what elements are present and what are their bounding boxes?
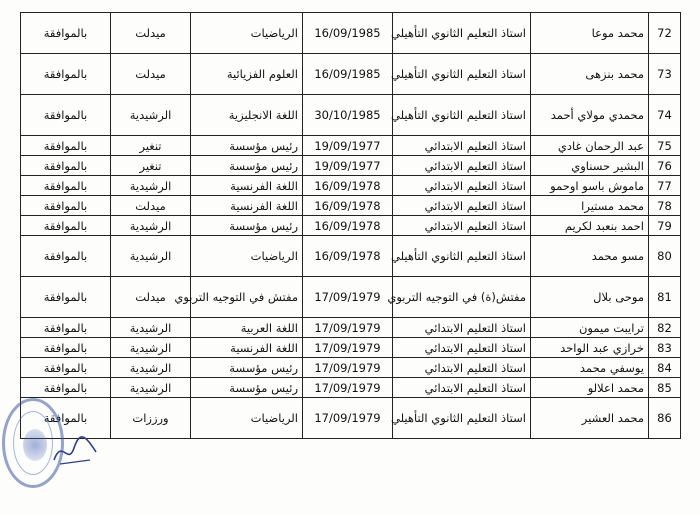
row-number-cell: 74 (649, 95, 681, 136)
table-row (21, 318, 681, 338)
table-row (21, 54, 681, 95)
decision-cell: بالموافقة (21, 156, 111, 176)
row-number-cell: 79 (649, 216, 681, 236)
destination-cell: ورززات (111, 398, 191, 439)
table-row (21, 196, 681, 216)
row-number-cell: 80 (649, 236, 681, 277)
decision-cell: بالموافقة (21, 398, 111, 439)
employee-grade-cell: مفتش(ة) في التوجيه التربوي (393, 277, 531, 318)
employee-name-cell: محمد العشير (531, 398, 649, 439)
employee-name-cell: احمد بنعبد لكريم (531, 216, 649, 236)
destination-cell: الرشيدية (111, 358, 191, 378)
appointment-date-cell: 19/09/1977 (303, 156, 393, 176)
employee-name-cell: محمد بنزهى (531, 54, 649, 95)
appointment-date-cell: 17/09/1979 (303, 378, 393, 398)
table-row (21, 358, 681, 378)
row-number-cell: 72 (649, 13, 681, 54)
employee-grade-cell: استاذ التعليم الثانوي التأهيلي (393, 54, 531, 95)
employee-grade-cell: استاذ التعليم الابتدائي (393, 318, 531, 338)
table-row (21, 95, 681, 136)
destination-cell: ميدلت (111, 13, 191, 54)
appointment-date-cell: 17/09/1979 (303, 277, 393, 318)
table-row (21, 13, 681, 54)
appointment-date-cell: 16/09/1985 (303, 13, 393, 54)
decision-cell: بالموافقة (21, 196, 111, 216)
specialty-cell: رئيس مؤسسة (191, 358, 303, 378)
decision-cell: بالموافقة (21, 216, 111, 236)
table-row (21, 236, 681, 277)
appointment-date-cell: 17/09/1979 (303, 358, 393, 378)
appointment-date-cell: 19/09/1977 (303, 136, 393, 156)
employee-grade-cell: استاذ التعليم الابتدائي (393, 156, 531, 176)
appointment-date-cell: 16/09/1978 (303, 236, 393, 277)
employee-grade-cell: استاذ التعليم الابتدائي (393, 378, 531, 398)
row-number-cell: 77 (649, 176, 681, 196)
table-row (21, 156, 681, 176)
decision-cell: بالموافقة (21, 378, 111, 398)
appointment-date-cell: 17/09/1979 (303, 318, 393, 338)
decision-cell: بالموافقة (21, 136, 111, 156)
specialty-cell: اللغة الفرنسية (191, 176, 303, 196)
specialty-cell: اللغة الفرنسية (191, 338, 303, 358)
employee-name-cell: محمدي مولاي أحمد (531, 95, 649, 136)
employee-grade-cell: استاذ التعليم الثانوي التأهيلي (393, 95, 531, 136)
destination-cell: الرشيدية (111, 216, 191, 236)
employee-grade-cell: استاذ التعليم الابتدائي (393, 338, 531, 358)
table-row (21, 136, 681, 156)
row-number-cell: 86 (649, 398, 681, 439)
destination-cell: الرشيدية (111, 378, 191, 398)
destination-cell: الرشيدية (111, 338, 191, 358)
specialty-cell: الرياضيات (191, 236, 303, 277)
table-row (21, 338, 681, 358)
destination-cell: الرشيدية (111, 236, 191, 277)
decision-cell: بالموافقة (21, 277, 111, 318)
decision-cell: بالموافقة (21, 176, 111, 196)
destination-cell: تنغير (111, 136, 191, 156)
employee-name-cell: يوسفي محمد (531, 358, 649, 378)
decision-cell: بالموافقة (21, 13, 111, 54)
employee-name-cell: مسو محمد (531, 236, 649, 277)
row-number-cell: 84 (649, 358, 681, 378)
employee-grade-cell: استاذ التعليم الثانوي التأهيلي (393, 236, 531, 277)
employee-grade-cell: استاذ التعليم الابتدائي (393, 216, 531, 236)
specialty-cell: رئيس مؤسسة (191, 136, 303, 156)
employee-name-cell: محمد موعا (531, 13, 649, 54)
specialty-cell: رئيس مؤسسة (191, 216, 303, 236)
staff-table-body (21, 13, 681, 439)
table-row (21, 277, 681, 318)
table-row (21, 378, 681, 398)
employee-grade-cell: استاذ التعليم الابتدائي (393, 176, 531, 196)
employee-name-cell: ماموش باسو اوحمو (531, 176, 649, 196)
employee-name-cell: خرازي عبد الواحد (531, 338, 649, 358)
destination-cell: تنغير (111, 156, 191, 176)
employee-name-cell: البشير حسناوي (531, 156, 649, 176)
staff-table (20, 12, 681, 439)
appointment-date-cell: 16/09/1978 (303, 196, 393, 216)
decision-cell: بالموافقة (21, 236, 111, 277)
employee-grade-cell: استاذ التعليم الثانوي التأهيلي (393, 13, 531, 54)
row-number-cell: 85 (649, 378, 681, 398)
specialty-cell: الرياضيات (191, 13, 303, 54)
row-number-cell: 83 (649, 338, 681, 358)
specialty-cell: الرياضيات (191, 398, 303, 439)
employee-name-cell: ترايبت ميمون (531, 318, 649, 338)
table-row (21, 216, 681, 236)
appointment-date-cell: 17/09/1979 (303, 398, 393, 439)
specialty-cell: مفتش في التوجيه التربوي (191, 277, 303, 318)
row-number-cell: 81 (649, 277, 681, 318)
employee-name-cell: موحى بلال (531, 277, 649, 318)
decision-cell: بالموافقة (21, 338, 111, 358)
table-row (21, 176, 681, 196)
appointment-date-cell: 16/09/1978 (303, 176, 393, 196)
employee-grade-cell: استاذ التعليم الابتدائي (393, 196, 531, 216)
specialty-cell: رئيس مؤسسة (191, 378, 303, 398)
row-number-cell: 73 (649, 54, 681, 95)
specialty-cell: العلوم الفزيائية (191, 54, 303, 95)
row-number-cell: 75 (649, 136, 681, 156)
appointment-date-cell: 17/09/1979 (303, 338, 393, 358)
specialty-cell: اللغة الانجليزية (191, 95, 303, 136)
employee-name-cell: محمد اعلالو (531, 378, 649, 398)
decision-cell: بالموافقة (21, 318, 111, 338)
row-number-cell: 78 (649, 196, 681, 216)
destination-cell: الرشيدية (111, 318, 191, 338)
destination-cell: ميدلت (111, 277, 191, 318)
decision-cell: بالموافقة (21, 54, 111, 95)
specialty-cell: رئيس مؤسسة (191, 156, 303, 176)
appointment-date-cell: 16/09/1978 (303, 216, 393, 236)
destination-cell: ميدلت (111, 54, 191, 95)
destination-cell: الرشيدية (111, 95, 191, 136)
decision-cell: بالموافقة (21, 95, 111, 136)
employee-name-cell: محمد مستيرا (531, 196, 649, 216)
appointment-date-cell: 16/09/1985 (303, 54, 393, 95)
employee-name-cell: عبد الرحمان غادي (531, 136, 649, 156)
employee-grade-cell: استاذ التعليم الابتدائي (393, 136, 531, 156)
destination-cell: الرشيدية (111, 176, 191, 196)
appointment-date-cell: 30/10/1985 (303, 95, 393, 136)
decision-cell: بالموافقة (21, 358, 111, 378)
row-number-cell: 82 (649, 318, 681, 338)
destination-cell: ميدلت (111, 196, 191, 216)
employee-grade-cell: استاذ التعليم الثانوي التأهيلي (393, 398, 531, 439)
employee-grade-cell: استاذ التعليم الابتدائي (393, 358, 531, 378)
table-row (21, 398, 681, 439)
row-number-cell: 76 (649, 156, 681, 176)
specialty-cell: اللغة العربية (191, 318, 303, 338)
specialty-cell: اللغة الفرنسية (191, 196, 303, 216)
